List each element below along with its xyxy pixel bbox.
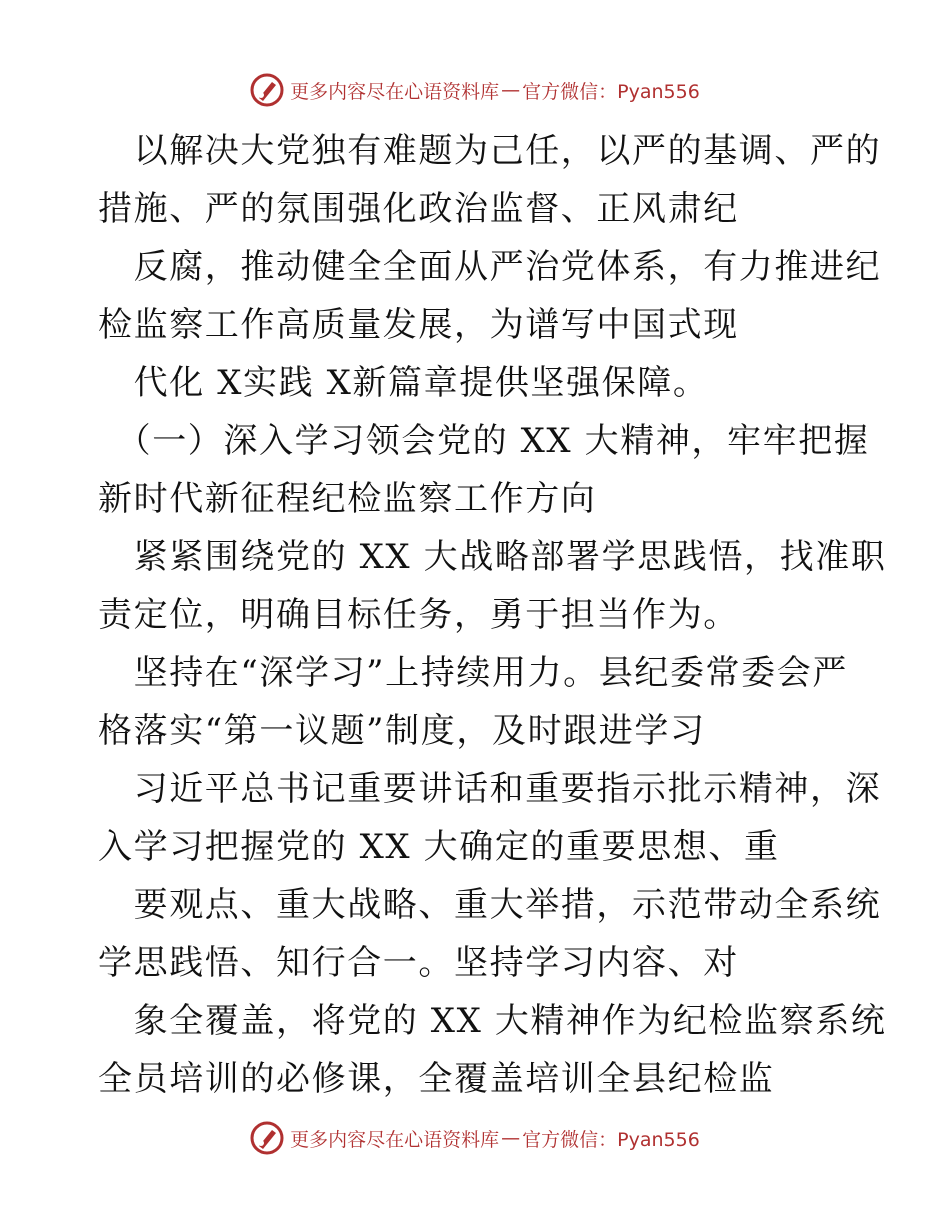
text-line: 反腐，推动健全全面从严治党体系，有力推进纪 xyxy=(98,247,882,287)
text-line: （一）深入学习领会党的 XX 大精神，牢牢把握 xyxy=(98,421,870,461)
watermark-text: 更多内容尽在心语资料库 xyxy=(290,1128,500,1151)
text-line: 检监察工作高质量发展，为谱写中国式现 xyxy=(98,305,739,345)
document-body xyxy=(98,122,887,1108)
text-line: 习近平总书记重要讲话和重要指示批示精神，深 xyxy=(98,769,882,809)
text-line: 责定位，明确目标任务，勇于担当作为。 xyxy=(98,595,739,635)
header-watermark xyxy=(0,70,950,110)
watermark-separator: — xyxy=(501,1127,521,1149)
pen-logo-icon xyxy=(250,1121,284,1155)
text-line: 紧紧围绕党的 XX 大战略部署学思践悟，找准职 xyxy=(98,537,887,577)
watermark-text: 更多内容尽在心语资料库 xyxy=(290,80,500,103)
text-line: 坚持在“深学习”上持续用力。县纪委常委会严 xyxy=(98,653,848,693)
text-line: 全员培训的必修课，全覆盖培训全县纪检监 xyxy=(98,1059,775,1099)
text-line: 要观点、重大战略、重大举措，示范带动全系统 xyxy=(98,885,882,925)
text-line: 代化 X实践 X新篇章提供坚强保障。 xyxy=(98,363,709,403)
text-line: 格落实“第一议题”制度，及时跟进学习 xyxy=(98,711,706,751)
text-line: 象全覆盖，将党的 XX 大精神作为纪检监察系统 xyxy=(98,1001,887,1041)
watermark-wechat: 官方微信：Pyan556 xyxy=(522,1128,700,1151)
pen-logo-icon xyxy=(250,73,284,107)
watermark-wechat: 官方微信：Pyan556 xyxy=(522,80,700,103)
text-line: 措施、严的氛围强化政治监督、正风肃纪 xyxy=(98,189,739,229)
text-line: 入学习把握党的 XX 大确定的重要思想、重 xyxy=(98,827,780,867)
footer-watermark xyxy=(0,1118,950,1158)
text-line: 新时代新征程纪检监察工作方向 xyxy=(98,479,597,519)
watermark-separator: — xyxy=(501,79,521,101)
text-line: 以解决大党独有难题为己任，以严的基调、严的 xyxy=(98,131,882,171)
text-line: 学思践悟、知行合一。坚持学习内容、对 xyxy=(98,943,739,983)
